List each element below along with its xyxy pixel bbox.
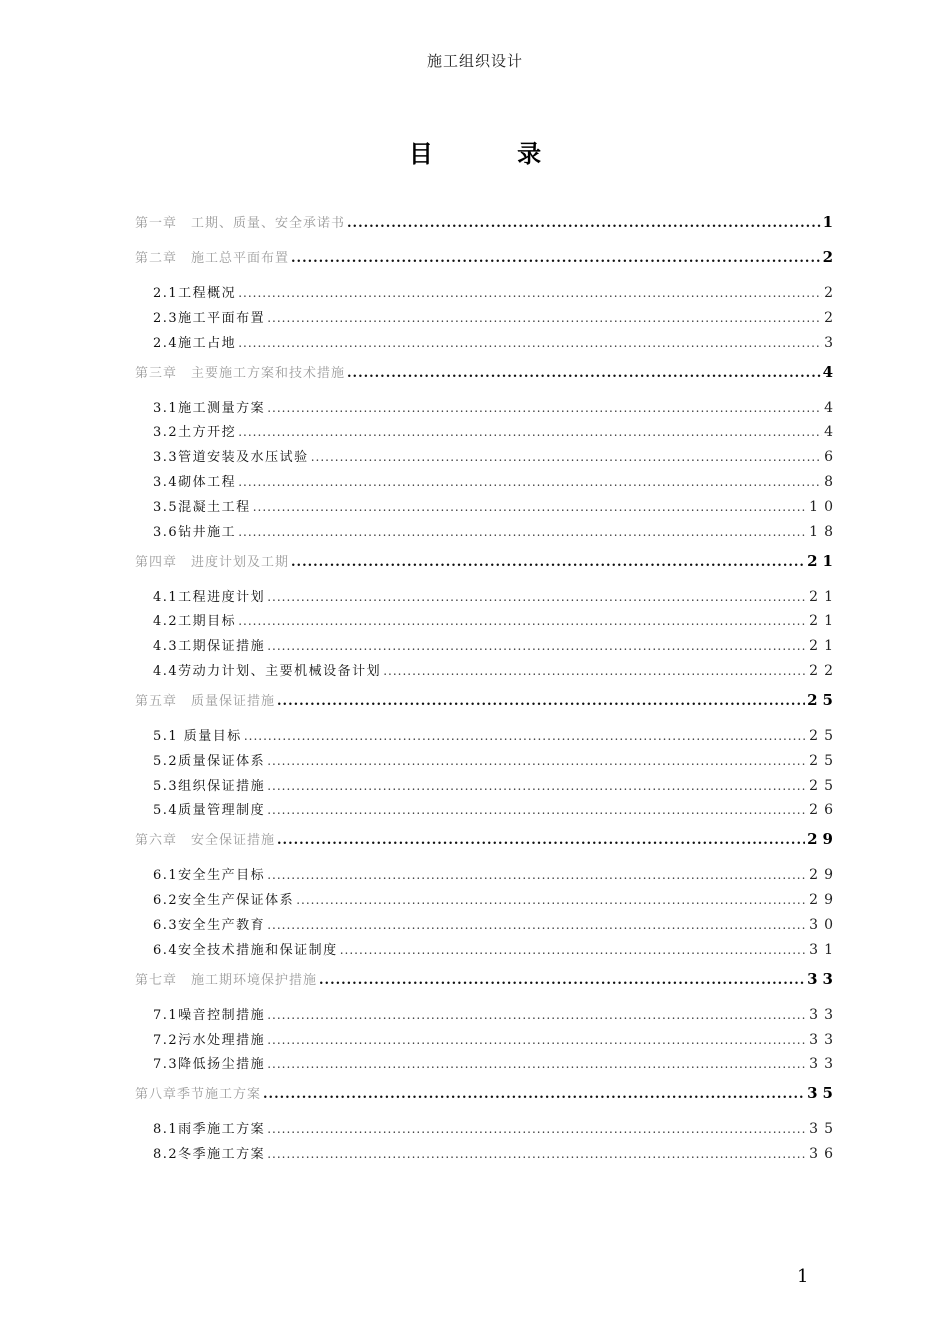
dot-leader [267,779,807,793]
toc-section-page: 18 [809,523,839,540]
toc-section-label: 7.1噪音控制措施 [153,1007,266,1023]
toc-chapter-entry[interactable] [135,362,838,382]
dot-leader [277,833,805,848]
toc-section-entry[interactable] [135,446,839,466]
dot-leader [238,475,822,489]
toc-section-page: 21 [809,638,839,655]
toc-section-entry[interactable] [135,725,839,745]
dot-leader [267,590,807,604]
dot-leader [267,1122,807,1136]
dot-leader [311,450,822,464]
toc-section-page: 31 [809,941,839,958]
toc-section-label: 4.1工程进度计划 [153,589,266,605]
dot-leader [267,868,807,882]
toc-section-label: 2.4施工占地 [153,335,237,351]
toc-section-entry[interactable] [135,889,839,909]
toc-chapter-page: 35 [807,1084,838,1103]
toc-section-page: 22 [809,662,839,679]
toc-section-page: 25 [809,752,839,769]
toc-section-label: 3.4砌体工程 [153,474,237,490]
dot-leader [347,366,821,381]
toc-section-entry[interactable] [135,775,839,795]
toc-section-entry[interactable] [135,660,839,680]
toc-section-label: 3.2土方开挖 [153,425,237,441]
toc-chapter-page: 2 [822,248,838,266]
dot-leader [238,525,807,539]
toc-chapter-page: 21 [807,551,838,570]
dot-leader [244,729,807,743]
dot-leader [267,1008,807,1022]
toc-section-page: 2 [824,309,839,326]
toc-section-page: 21 [809,613,839,630]
toc-section-entry[interactable] [135,586,839,606]
toc-section-entry[interactable] [135,307,839,327]
toc-section-label: 3.1施工测量方案 [153,400,266,416]
running-header: 施工组织设计 [426,52,523,70]
toc-section-entry[interactable] [135,1004,839,1024]
toc-section-entry[interactable] [135,635,839,655]
toc-chapter-page: 33 [807,969,838,988]
toc-section-page: 36 [809,1146,839,1163]
toc-section-page: 25 [809,777,839,794]
toc-section-entry[interactable] [135,421,839,441]
toc-section-entry[interactable] [135,1029,839,1049]
toc-section-entry[interactable] [135,799,839,819]
toc-chapter-entry[interactable] [135,969,838,989]
dot-leader [267,754,807,768]
dot-leader [238,614,807,628]
toc-section-label: 3.5混凝土工程 [153,499,251,515]
toc-section-entry[interactable] [135,864,839,884]
toc-chapter-entry[interactable] [135,247,838,267]
toc-section-page: 26 [809,802,839,819]
toc-section-label: 8.2冬季施工方案 [153,1147,266,1163]
toc-chapter-label: 第五章 质量保证措施 [135,693,276,709]
toc-section-page: 2 [824,285,839,301]
dot-leader [340,943,807,957]
toc-section-label: 6.1安全生产目标 [153,868,266,884]
dot-leader [291,555,805,570]
toc-chapter-label: 第七章 施工期环境保护措施 [135,972,318,988]
toc-section-label: 5.2质量保证体系 [153,753,266,769]
toc-section-page: 8 [824,473,839,490]
toc-section-label: 5.3组织保证措施 [153,778,266,794]
dot-leader [238,286,822,300]
toc-section-label: 6.3安全生产教育 [153,917,266,933]
toc-chapter-entry[interactable] [135,829,838,849]
toc-title: 目 录 [408,139,580,168]
toc-chapter-page: 4 [822,362,838,381]
toc-chapter-entry[interactable] [135,551,838,571]
toc-section-page: 10 [809,498,839,515]
dot-leader [267,1057,807,1071]
toc-chapter-entry[interactable] [135,1083,838,1103]
toc-chapter-label: 第六章 安全保证措施 [135,833,276,849]
toc-section-page: 21 [809,588,839,605]
dot-leader [263,1087,805,1102]
toc-chapter-page: 25 [807,690,838,709]
dot-leader [267,639,807,653]
toc-chapter-page: 1 [822,213,838,231]
dot-leader [296,893,807,907]
toc-chapter-label: 第四章 进度计划及工期 [135,554,290,570]
toc-section-page: 6 [824,449,839,466]
toc-section-page: 4 [824,424,839,441]
toc-section-label: 2.1工程概况 [153,286,237,301]
toc-section-label: 5.1 质量目标 [153,728,242,744]
dot-leader [277,694,805,709]
page-number: 1 [797,1266,809,1287]
toc-section-label: 3.3管道安装及水压试验 [153,450,309,466]
toc-section-label: 4.2工期目标 [153,614,237,630]
dot-leader [267,918,807,932]
toc-section-entry[interactable] [135,282,839,302]
toc-section-page: 29 [809,867,839,884]
toc-section-label: 6.2安全生产保证体系 [153,893,295,909]
toc-section-entry[interactable] [135,332,839,352]
dot-leader [253,500,807,514]
toc-section-entry[interactable] [135,471,839,491]
toc-section-page: 3 [824,334,839,351]
toc-section-label: 4.4劳动力计划、主要机械设备计划 [153,663,382,679]
dot-leader [267,803,807,817]
toc-section-entry[interactable] [135,610,839,630]
dot-leader [347,216,821,231]
toc-section-entry[interactable] [135,1143,839,1163]
toc-section-label: 3.6钻井施工 [153,524,237,540]
toc-section-label: 7.2污水处理措施 [153,1032,266,1048]
toc-chapter-entry[interactable] [135,690,838,710]
toc-section-entry[interactable] [135,914,839,934]
toc-section-label: 8.1雨季施工方案 [153,1122,266,1138]
dot-leader [319,973,805,988]
toc-section-entry[interactable] [135,750,839,770]
toc-section-page: 33 [809,1056,839,1073]
dot-leader [238,425,822,439]
toc-section-label: 7.3降低扬尘措施 [153,1057,266,1073]
toc-section-entry[interactable] [135,1118,839,1138]
toc-chapter-label: 第一章 工期、质量、安全承诺书 [135,216,346,231]
toc-section-entry[interactable] [135,1053,839,1073]
toc-section-page: 35 [809,1121,839,1138]
toc-chapter-label: 第八章季节施工方案 [135,1087,262,1103]
toc-section-page: 4 [824,399,839,416]
toc-section-entry[interactable] [135,521,839,541]
toc-chapter-label: 第二章 施工总平面布置 [135,251,290,266]
dot-leader [267,1033,807,1047]
toc-chapter-entry[interactable] [135,212,838,232]
toc-section-entry[interactable] [135,397,839,417]
table-of-contents [135,212,839,1173]
dot-leader [291,251,821,266]
toc-section-page: 30 [809,916,839,933]
toc-section-entry[interactable] [135,496,839,516]
toc-section-label: 5.4质量管理制度 [153,803,266,819]
toc-section-label: 6.4安全技术措施和保证制度 [153,942,338,958]
toc-chapter-page: 29 [807,830,838,849]
toc-section-page: 33 [809,1006,839,1023]
toc-section-page: 33 [809,1031,839,1048]
toc-section-page: 25 [809,727,839,744]
dot-leader [267,1147,807,1161]
toc-section-entry[interactable] [135,939,839,959]
dot-leader [238,336,822,350]
toc-section-label: 2.3施工平面布置 [153,310,266,326]
toc-section-label: 4.3工期保证措施 [153,639,266,655]
dot-leader [383,664,807,678]
toc-chapter-label: 第三章 主要施工方案和技术措施 [135,365,346,381]
dot-leader [267,401,822,415]
toc-section-page: 29 [809,892,839,909]
dot-leader [267,311,822,325]
